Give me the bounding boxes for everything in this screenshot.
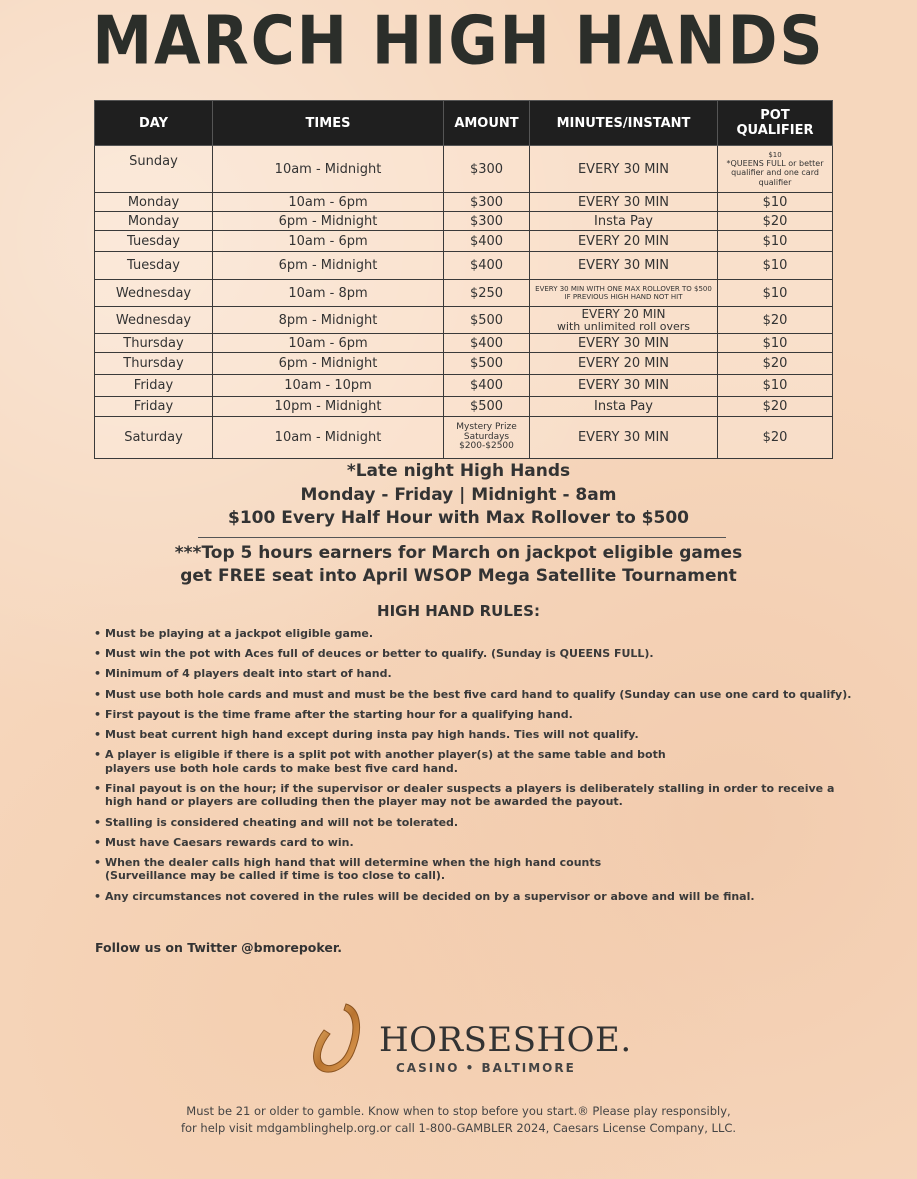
cell-pot-qualifier: $10 bbox=[718, 252, 833, 280]
cell-day: Tuesday bbox=[95, 252, 213, 280]
cell-pot-qualifier bbox=[718, 146, 833, 193]
cell-amount: $500 bbox=[444, 397, 530, 417]
cell-day: Friday bbox=[95, 397, 213, 417]
table-row bbox=[95, 417, 833, 459]
cell-day: Saturday bbox=[95, 417, 213, 459]
table-row bbox=[95, 193, 833, 212]
cell-minutes bbox=[530, 307, 718, 334]
pot-amount: $10 bbox=[768, 151, 782, 160]
cell-times: 6pm - Midnight bbox=[213, 252, 444, 280]
table-row bbox=[95, 375, 833, 397]
cell-pot-qualifier: $10 bbox=[718, 193, 833, 212]
cell-times: 10am - 6pm bbox=[213, 334, 444, 353]
rule-item: • Any circumstances not covered in the rules will be decided on by a supervisor or above and will be final. bbox=[94, 890, 854, 904]
rule-item: • Must have Caesars rewards card to win. bbox=[94, 836, 854, 850]
cell-amount: $500 bbox=[444, 307, 530, 334]
late-night-heading: *Late night High Hands bbox=[346, 461, 571, 481]
cell-times: 10am - Midnight bbox=[213, 417, 444, 459]
cell-amount: $500 bbox=[444, 353, 530, 375]
rollover-note: with unlimited roll overs bbox=[556, 319, 691, 333]
horseshoe-icon bbox=[304, 1000, 368, 1080]
rule-item: • Must use both hole cards and must and must be the best five card hand to qualify (Sunday can use one card to qualify). bbox=[94, 688, 854, 702]
responsible-gaming-line2: for help visit mdgamblinghelp.org.or call 1-800-GAMBLER 2024, Caesars License Company, LLC. bbox=[180, 1121, 737, 1135]
rules-list bbox=[94, 627, 854, 910]
cell-day: Sunday bbox=[95, 146, 213, 193]
cell-pot-qualifier: $20 bbox=[718, 397, 833, 417]
cell-minutes: Insta Pay bbox=[530, 212, 718, 231]
cell-times: 10am - 6pm bbox=[213, 231, 444, 252]
page-title: MARCH HIGH HANDS bbox=[92, 1, 825, 81]
table-row bbox=[95, 280, 833, 307]
cell-pot-qualifier: $10 bbox=[718, 375, 833, 397]
header-amount: AMOUNT bbox=[444, 101, 530, 146]
cell-times: 10am - Midnight bbox=[213, 146, 444, 193]
table-row bbox=[95, 307, 833, 334]
cell-day: Wednesday bbox=[95, 307, 213, 334]
table-row bbox=[95, 353, 833, 375]
table-header-row bbox=[95, 101, 833, 146]
schedule-table bbox=[94, 100, 833, 459]
rules-title: HIGH HAND RULES: bbox=[377, 602, 540, 620]
header-minutes: MINUTES/INSTANT bbox=[530, 101, 718, 146]
cell-times: 6pm - Midnight bbox=[213, 353, 444, 375]
top5-line1: ***Top 5 hours earners for March on jackpot eligible games bbox=[174, 543, 743, 563]
cell-pot-qualifier: $20 bbox=[718, 212, 833, 231]
cell-amount: $400 bbox=[444, 334, 530, 353]
responsible-gaming-line1: Must be 21 or older to gamble. Know when to stop before you start.® Please play responsibly, bbox=[186, 1104, 731, 1118]
cell-minutes: EVERY 30 MIN bbox=[530, 193, 718, 212]
cell-minutes: EVERY 20 MIN bbox=[530, 231, 718, 252]
cell-minutes: EVERY 30 MIN bbox=[530, 417, 718, 459]
cell-minutes: Insta Pay bbox=[530, 397, 718, 417]
cell-amount: $300 bbox=[444, 212, 530, 231]
section-divider bbox=[198, 537, 726, 538]
cell-minutes: EVERY 30 MIN bbox=[530, 146, 718, 193]
late-night-hours: Monday - Friday | Midnight - 8am bbox=[300, 485, 617, 505]
cell-amount: $400 bbox=[444, 375, 530, 397]
cell-day: Thursday bbox=[95, 353, 213, 375]
table-row bbox=[95, 212, 833, 231]
cell-day: Friday bbox=[95, 375, 213, 397]
cell-pot-qualifier: $10 bbox=[718, 334, 833, 353]
table-row bbox=[95, 397, 833, 417]
table-row bbox=[95, 146, 833, 193]
cell-times: 10pm - Midnight bbox=[213, 397, 444, 417]
brand-subtitle: CASINO • BALTIMORE bbox=[396, 1061, 576, 1075]
cell-day: Thursday bbox=[95, 334, 213, 353]
cell-day: Wednesday bbox=[95, 280, 213, 307]
rule-item: • First payout is the time frame after the starting hour for a qualifying hand. bbox=[94, 708, 854, 722]
cell-minutes: EVERY 30 MIN bbox=[530, 375, 718, 397]
rule-item: • Final payout is on the hour; if the supervisor or dealer suspects a players is deliberately stalling in order to receive a high hand or players are colluding then the player may not be awarded the payout. bbox=[94, 782, 854, 809]
cell-day: Monday bbox=[95, 193, 213, 212]
rule-item: • Must be playing at a jackpot eligible game. bbox=[94, 627, 854, 641]
rule-item: • A player is eligible if there is a split pot with another player(s) at the same table and both players use both hole cards to make best five card hand. bbox=[94, 748, 705, 775]
cell-minutes: EVERY 30 MIN WITH ONE MAX ROLLOVER TO $500 IF PREVIOUS HIGH HAND NOT HIT bbox=[530, 280, 718, 307]
cell-amount: $300 bbox=[444, 146, 530, 193]
brand-name: HORSESHOE. bbox=[379, 1020, 632, 1060]
table-row bbox=[95, 231, 833, 252]
cell-amount: $400 bbox=[444, 231, 530, 252]
cell-amount: $250 bbox=[444, 280, 530, 307]
cell-pot-qualifier: $10 bbox=[718, 231, 833, 252]
rule-item: • When the dealer calls high hand that will determine when the high hand counts (Surveillance may be called if time is too close to call). bbox=[94, 856, 625, 883]
rule-item: • Minimum of 4 players dealt into start of hand. bbox=[94, 667, 854, 681]
cell-day: Tuesday bbox=[95, 231, 213, 252]
twitter-follow-text: Follow us on Twitter @bmorepoker. bbox=[95, 940, 342, 955]
cell-times: 8pm - Midnight bbox=[213, 307, 444, 334]
rule-item: • Must beat current high hand except during insta pay high hands. Ties will not qualify. bbox=[94, 728, 854, 742]
rule-item: • Must win the pot with Aces full of deuces or better to qualify. (Sunday is QUEENS FULL). bbox=[94, 647, 854, 661]
cell-times: 10am - 8pm bbox=[213, 280, 444, 307]
cell-pot-qualifier: $20 bbox=[718, 307, 833, 334]
pot-note: *QUEENS FULL or better qualifier and one card qualifier bbox=[726, 159, 824, 187]
rule-item: • Stalling is considered cheating and will not be tolerated. bbox=[94, 816, 854, 830]
cell-times: 10am - 10pm bbox=[213, 375, 444, 397]
cell-minutes: EVERY 20 MIN bbox=[530, 353, 718, 375]
cell-amount: $300 bbox=[444, 193, 530, 212]
cell-amount: Mystery Prize Saturdays $200-$2500 bbox=[444, 417, 530, 459]
cell-pot-qualifier: $20 bbox=[718, 353, 833, 375]
minutes-main: EVERY 20 MIN bbox=[581, 306, 666, 321]
table-row bbox=[95, 334, 833, 353]
cell-day: Monday bbox=[95, 212, 213, 231]
table-row bbox=[95, 252, 833, 280]
cell-minutes: EVERY 30 MIN bbox=[530, 334, 718, 353]
top5-line2: get FREE seat into April WSOP Mega Satellite Tournament bbox=[180, 566, 737, 586]
cell-minutes: EVERY 30 MIN bbox=[530, 252, 718, 280]
header-times: TIMES bbox=[213, 101, 444, 146]
horseshoe-logo bbox=[304, 1000, 634, 1085]
header-day: DAY bbox=[95, 101, 213, 146]
cell-pot-qualifier: $10 bbox=[718, 280, 833, 307]
cell-times: 10am - 6pm bbox=[213, 193, 444, 212]
cell-pot-qualifier: $20 bbox=[718, 417, 833, 459]
header-pot-qualifier: POT QUALIFIER bbox=[718, 101, 833, 146]
cell-times: 6pm - Midnight bbox=[213, 212, 444, 231]
cell-amount: $400 bbox=[444, 252, 530, 280]
late-night-payout: $100 Every Half Hour with Max Rollover to $500 bbox=[227, 508, 689, 528]
